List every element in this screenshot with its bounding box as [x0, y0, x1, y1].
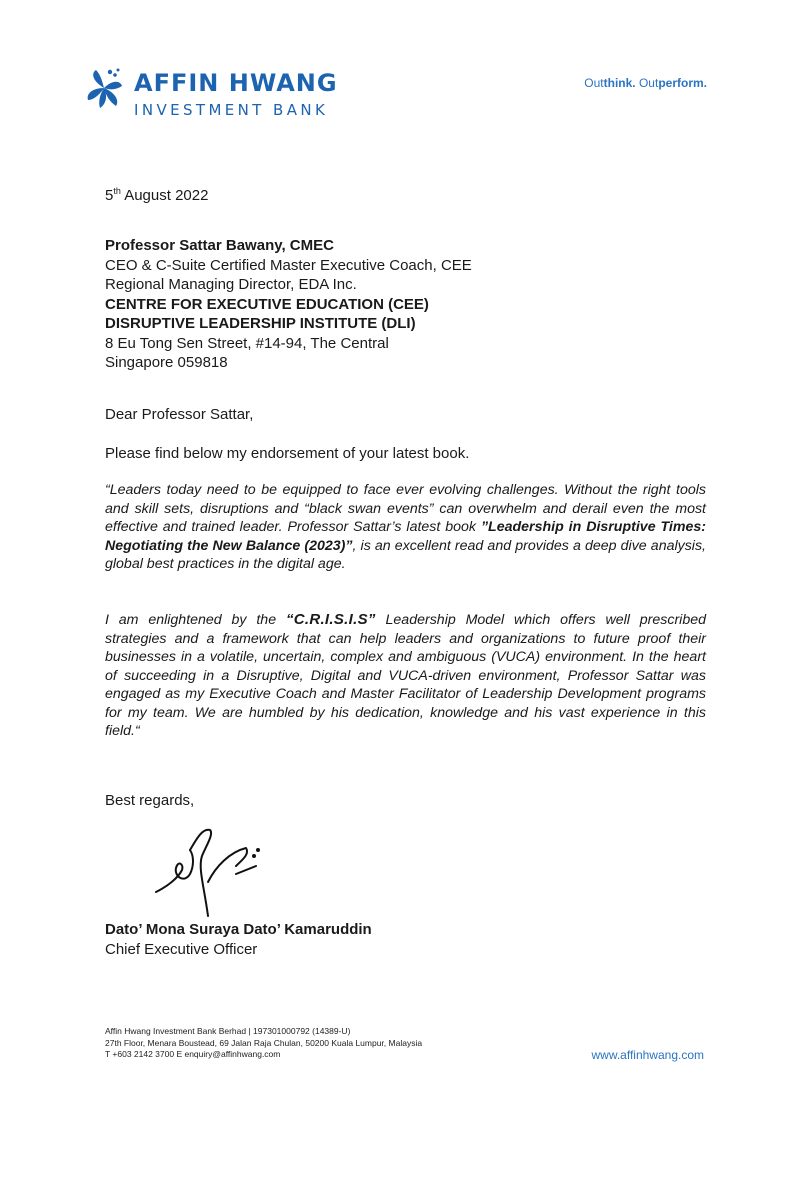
signature-image	[150, 826, 270, 918]
closing: Best regards,	[105, 792, 195, 809]
recipient-address	[105, 236, 472, 373]
book-title: ”Leadership in Disruptive Times: Negotiating the New Balance (2023)”	[105, 519, 706, 554]
recipient-name: Professor Sattar Bawany, CMEC	[105, 237, 334, 254]
recipient-org2: DISRUPTIVE LEADERSHIP INSTITUTE (DLI)	[105, 315, 416, 332]
website-link[interactable]: www.affinhwang.com	[591, 1048, 704, 1062]
footer-line-3: T +603 2142 3700 E enquiry@affinhwang.com	[105, 1049, 281, 1059]
company-name: AFFIN HWANG	[134, 69, 338, 97]
recipient-city: Singapore 059818	[105, 354, 228, 371]
model-name: “C.R.I.S.I.S”	[285, 611, 376, 628]
footer-line-2: 27th Floor, Menara Boustead, 69 Jalan Raja Chulan, 50200 Kuala Lumpur, Malaysia	[105, 1037, 423, 1048]
endorsement-paragraph-2: I am enlightened by the “C.R.I.S.I.S” Leadership Model which offers well prescribed strategies and a framework that can help leaders and organizations to future proof their businesses in a volatile, uncertain, complex and ambiguous (VUCA) environment. In the heart of succeeding in a Disruptive, Digital and VUCA-driven environment, Professor Sattar was engaged as my Executive Coach and Master Facilitator of Leadership Development programs for my team. We are humbled by his dedication, knowledge and his vast experience in this field.“	[105, 611, 707, 739]
salutation: Dear Professor Sattar,	[105, 406, 254, 423]
recipient-org1: CENTRE FOR EXECUTIVE EDUCATION (CEE)	[105, 295, 429, 313]
signer-title: Chief Executive Officer	[105, 941, 258, 958]
footer-line-1: Affin Hwang Investment Bank Berhad | 197301000792 (14389-U)	[105, 1026, 351, 1036]
endorsement-paragraph-1: “Leaders today need to be equipped to face ever evolving challenges. Without the right tools and skill sets, disruptions and “black swan events” can overwhelm and derail even the most effective and trained leader. Professor Sattar’s latest book ”Leadership in Disruptive Times: Negotiating the New Balance (2023)”, is an excellent read and provides a deep dive analysis, global best practices in the digital age.	[105, 482, 706, 572]
tagline: Outthink. Outperform.	[584, 76, 707, 90]
recipient-line1: CEO & C-Suite Certified Master Executive Coach, CEE	[105, 256, 472, 274]
footer-address	[105, 1026, 422, 1061]
recipient-line2: Regional Managing Director, EDA Inc.	[105, 276, 357, 293]
signer-name: Dato’ Mona Suraya Dato’ Kamaruddin	[105, 921, 372, 938]
letter-date: 5th August 2022	[105, 186, 209, 204]
recipient-street: 8 Eu Tong Sen Street, #14-94, The Central	[105, 334, 389, 352]
company-subtitle: INVESTMENT BANK	[134, 101, 329, 119]
flower-logo-icon	[84, 66, 126, 110]
intro-line: Please find below my endorsement of your latest book.	[105, 445, 470, 462]
